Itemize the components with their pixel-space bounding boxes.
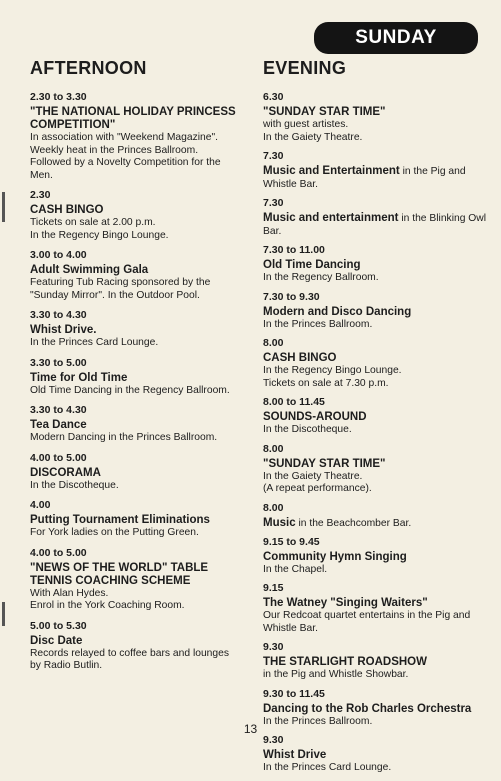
event-entry — [30, 249, 240, 302]
event-title: Music and entertainment — [263, 212, 399, 224]
event-detail: in the Pig and Whistle Showbar. — [263, 669, 409, 680]
event-detail: In the Princes Card Lounge. — [263, 762, 392, 773]
event-time: 4.00 to 5.00 — [30, 451, 87, 464]
event-time: 3.30 to 4.30 — [30, 404, 87, 416]
event-title-line — [263, 165, 488, 191]
event-time: 4.00 to 5.00 — [30, 546, 87, 559]
event-title-line — [263, 411, 488, 424]
event-entry — [263, 291, 488, 332]
event-detail: Records relayed to coffee bars and lounges by Radio Butlin. — [30, 647, 230, 671]
event-title-line — [263, 106, 488, 119]
afternoon-heading: AFTERNOON — [30, 58, 147, 78]
event-title-line — [263, 352, 488, 365]
event-time: 8.00 to 11.45 — [263, 396, 325, 408]
event-detail: Featuring Tub Racing sponsored by the "Sunday Mirror". In the Outdoor Pool. — [30, 277, 211, 301]
event-title: "SUNDAY STAR TIME" — [263, 106, 386, 118]
event-title: Dancing to the Rob Charles Orchestra — [263, 702, 472, 715]
event-title-line — [30, 467, 240, 480]
event-title: "SUNDAY STAR TIME" — [263, 457, 386, 470]
event-detail: Modern Dancing in the Princes Ballroom. — [30, 432, 218, 443]
event-detail: For York ladies on the Putting Green. — [30, 527, 199, 538]
event-title: CASH BINGO — [263, 352, 337, 364]
event-time: 8.00 — [263, 501, 284, 514]
binding-mark — [2, 602, 5, 626]
event-title-line — [263, 306, 488, 319]
event-time: 2.30 to 3.30 — [30, 91, 87, 103]
event-title-line — [30, 264, 240, 277]
event-entry — [263, 150, 488, 191]
event-entry — [30, 499, 240, 540]
event-entry — [30, 620, 240, 673]
event-title: Adult Swimming Gala — [30, 264, 149, 276]
event-detail: (A repeat performance). — [263, 483, 372, 494]
afternoon-event-list — [30, 91, 240, 673]
event-title-line — [30, 514, 240, 527]
event-title: SOUNDS-AROUND — [263, 411, 367, 423]
event-entry — [263, 734, 488, 775]
event-title: The Watney "Singing Waiters" — [263, 597, 428, 609]
event-detail: In the Gaiety Theatre. — [263, 470, 363, 482]
event-title-line — [263, 749, 488, 762]
event-entry — [263, 502, 488, 530]
event-title-line — [30, 324, 240, 337]
event-title-line — [263, 551, 488, 564]
event-entry — [263, 396, 488, 437]
event-detail: Enrol in the York Coaching Room. — [30, 600, 185, 611]
event-title: "NEWS OF THE WORLD" TABLE TENNIS COACHING SCHEME — [30, 561, 209, 587]
event-time: 3.30 to 4.30 — [30, 309, 87, 321]
event-title-line — [263, 703, 488, 716]
event-detail: In association with "Weekend Magazine". — [30, 132, 218, 143]
event-detail: with guest artistes. — [263, 119, 349, 130]
event-title: Music — [263, 516, 296, 529]
event-entry — [263, 91, 488, 144]
event-entry — [30, 452, 240, 493]
event-title: Time for Old Time — [30, 371, 128, 384]
event-title: Tea Dance — [30, 419, 87, 431]
event-title: Whist Drive. — [30, 324, 97, 336]
event-title: Music and Entertainment — [263, 165, 400, 177]
event-entry — [30, 357, 240, 398]
event-time: 9.30 to 11.45 — [263, 687, 325, 700]
event-entry — [263, 337, 488, 390]
event-title: "THE NATIONAL HOLIDAY PRINCESS COMPETITION" — [30, 106, 236, 131]
page-number: 13 — [243, 722, 258, 736]
event-title-line — [30, 106, 240, 132]
event-detail: In the Gaiety Theatre. — [263, 131, 363, 143]
event-detail: In the Regency Bingo Lounge. — [30, 229, 169, 241]
event-entry — [30, 309, 240, 350]
event-time: 7.30 — [263, 197, 284, 209]
event-title-line — [30, 419, 240, 432]
event-time: 8.00 — [263, 442, 284, 455]
event-detail: In the Discotheque. — [30, 479, 119, 491]
event-title-line — [30, 635, 240, 648]
event-entry — [263, 641, 488, 682]
event-title-line — [263, 212, 488, 238]
event-detail: In the Regency Bingo Lounge. — [263, 365, 402, 376]
event-entry — [263, 582, 488, 635]
event-entry — [30, 547, 240, 613]
event-title-line — [263, 597, 488, 610]
event-title-line — [263, 517, 488, 530]
event-detail: With Alan Hydes. — [30, 587, 109, 599]
event-detail: Old Time Dancing in the Regency Ballroom. — [30, 384, 230, 396]
evening-event-list — [263, 91, 488, 775]
event-entry — [263, 536, 488, 577]
event-title: Old Time Dancing — [263, 259, 361, 271]
event-time: 7.30 to 11.00 — [263, 244, 325, 256]
event-time: 4.00 — [30, 499, 51, 511]
event-entry — [263, 197, 488, 238]
event-detail: In the Princes Ballroom. — [263, 715, 373, 727]
event-detail: In the Chapel. — [263, 563, 328, 575]
event-time: 3.00 to 4.00 — [30, 249, 87, 261]
event-time: 9.15 to 9.45 — [263, 535, 320, 548]
event-title: Putting Tournament Eliminations — [30, 514, 210, 526]
event-entry — [30, 189, 240, 242]
event-title-tail: in the Blinking Owl Bar. — [263, 213, 487, 237]
event-title-line — [263, 656, 488, 669]
event-detail: In the Discotheque. — [263, 424, 352, 435]
event-title: CASH BINGO — [30, 204, 104, 216]
event-detail: In the Princes Card Lounge. — [30, 337, 159, 348]
event-title: Community Hymn Singing — [263, 550, 407, 563]
event-entry — [30, 404, 240, 445]
event-entry — [263, 443, 488, 496]
event-title: Whist Drive — [263, 749, 327, 761]
event-time: 2.30 — [30, 189, 51, 201]
afternoon-column — [30, 58, 240, 680]
event-title-line — [30, 562, 240, 588]
event-title-line — [263, 458, 488, 471]
event-title-line — [30, 372, 240, 385]
event-time: 9.15 — [263, 582, 284, 594]
event-title-line — [30, 204, 240, 217]
event-detail: In the Regency Ballroom. — [263, 272, 379, 283]
event-detail: Our Redcoat quartet entertains in the Pig and Whistle Bar. — [263, 610, 471, 634]
event-title: DISCORAMA — [30, 466, 101, 479]
event-detail: Tickets on sale at 2.00 p.m. — [30, 217, 156, 228]
event-time: 9.30 — [263, 641, 284, 653]
event-title-tail: in the Beachcomber Bar. — [295, 517, 412, 529]
event-time: 3.30 to 5.00 — [30, 356, 87, 369]
event-detail: In the Princes Ballroom. — [263, 318, 373, 330]
event-title-tail: in the Pig and Whistle Bar. — [263, 166, 466, 190]
evening-heading: EVENING — [263, 58, 347, 78]
event-title: Disc Date — [30, 634, 83, 647]
event-detail: Tickets on sale at 7.30 p.m. — [263, 377, 389, 389]
event-title: Modern and Disco Dancing — [263, 305, 412, 318]
event-title: THE STARLIGHT ROADSHOW — [263, 656, 427, 668]
event-time: 9.30 — [263, 734, 284, 746]
event-entry — [30, 91, 240, 182]
event-time: 7.30 — [263, 150, 284, 162]
event-time: 6.30 — [263, 91, 284, 103]
evening-column — [263, 58, 488, 781]
event-time: 8.00 — [263, 337, 284, 349]
day-badge: SUNDAY — [314, 22, 478, 54]
event-time: 7.30 to 9.30 — [263, 290, 320, 303]
event-title-line — [263, 259, 488, 272]
event-detail: Followed by a Novelty Competition for the Men. — [30, 157, 221, 181]
event-detail: Weekly heat in the Princes Ballroom. — [30, 144, 199, 156]
event-entry — [263, 244, 488, 285]
binding-mark — [2, 192, 5, 222]
event-time: 5.00 to 5.30 — [30, 619, 87, 632]
